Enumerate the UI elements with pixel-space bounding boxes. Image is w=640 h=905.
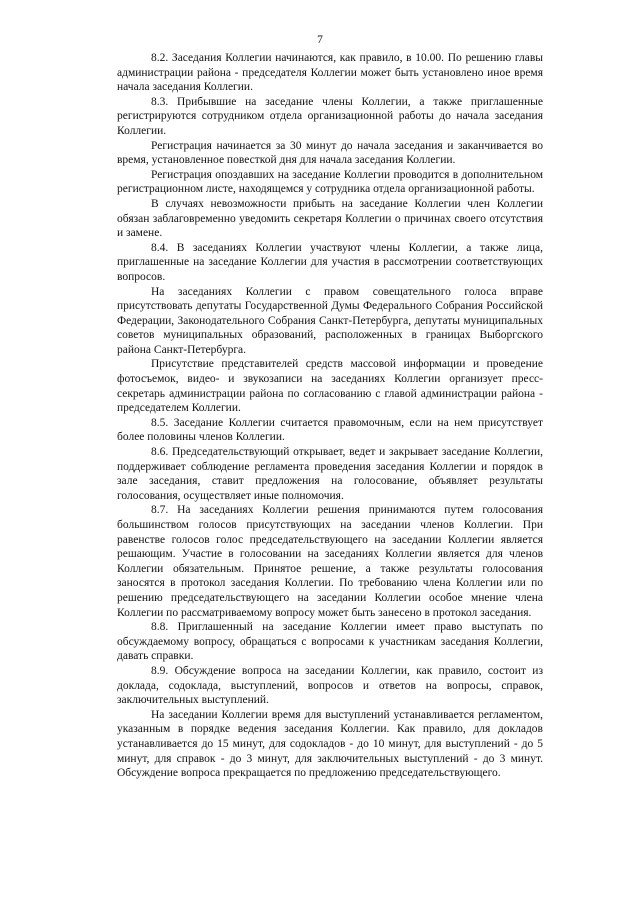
paragraph-8-5: 8.5. Заседание Коллегии считается правомочным, если на нем присутствует более половины членов Коллегии. bbox=[117, 416, 543, 444]
paragraph-8-4: 8.4. В заседаниях Коллегии участвуют члены Коллегии, а также лица, приглашенные на заседание Коллегии для участия в рассмотрении соответствующих вопросов. bbox=[117, 241, 543, 283]
page-number: 7 bbox=[317, 34, 323, 46]
paragraph-8-2: 8.2. Заседания Коллегии начинаются, как правило, в 10.00. По решению главы администрации района - председателя Коллегии может быть установлено иное время начала заседания Коллегии. bbox=[117, 52, 543, 94]
paragraph-media-presence: Присутствие представителей средств массовой информации и проведение фотосъемок, видео- и звукозаписи на заседаниях Коллегии организует пресс-секретарь администрации района по согласованию с главой администрации района - председателем Коллегии. bbox=[117, 358, 543, 415]
paragraph-advisory-vote: На заседаниях Коллегии с правом совещательного голоса вправе присутствовать депутаты Государственной Думы Федерального Собрания Российской Федерации, Законодательного Собрания Санкт-Петербурга, депутаты муниципальных советов муниципальных образований, расположенных в границах Выборгского района Санкт-Петербурга. bbox=[117, 285, 543, 356]
paragraph-late-registration: Регистрация опоздавших на заседание Коллегии проводится в дополнительном регистрационном листе, находящемся у сотрудника отдела организационной работы. bbox=[117, 168, 543, 196]
paragraph-8-9: 8.9. Обсуждение вопроса на заседании Коллегии, как правило, состоит из доклада, содоклада, выступлений, вопросов и ответов на вопросы, справок, заключительных выступлений. bbox=[117, 664, 543, 707]
paragraph-8-6: 8.6. Председательствующий открывает, ведет и закрывает заседание Коллегии, поддерживает соблюдение регламента проведения заседания Коллегии и порядок в зале заседания, ставит предложения на голосование, объявляет результаты голосования, осуществляет иные полномочия. bbox=[117, 446, 543, 502]
paragraph-speech-time-limits: На заседании Коллегии время для выступлений устанавливается регламентом, указанным в порядке ведения заседания Коллегии. Как правило, для докладов устанавливается до 15 минут, для содокладов - до 10 минут, для выступлений - до 5 минут, для справок - до 3 минут, для заключительных выступлений - до 3 минут. Обсуждение вопроса прекращается по предложению председательствующего. bbox=[117, 708, 543, 780]
paragraph-registration-start: Регистрация начинается за 30 минут до начала заседания и заканчивается во время, установленное повесткой дня для начала заседания Коллегии. bbox=[117, 139, 543, 167]
paragraph-8-3: 8.3. Прибывшие на заседание члены Коллегии, а также приглашенные регистрируются сотрудником отдела организационной работы до начала заседания Коллегии. bbox=[117, 95, 543, 137]
paragraph-8-7: 8.7. На заседаниях Коллегии решения принимаются путем голосования большинством голосов присутствующих на заседании членов Коллегии. При равенстве голосов голос председательствующего на заседании Коллегии является решающим. Участие в голосовании на заседаниях Коллегии является для членов Коллегии обязательным. Принятое решение, а также результаты голосования заносятся в протокол заседания Коллегии. По требованию члена Коллегии или по решению председательствующего на заседании Коллегии особое мнение члена Коллегии по рассматриваемому вопросу может быть занесено в протокол заседания. bbox=[117, 504, 543, 619]
paragraph-8-8: 8.8. Приглашенный на заседание Коллегии имеет право выступать по обсуждаемому вопросу, обращаться с вопросами к участникам заседания Коллегии, давать справки. bbox=[117, 621, 543, 663]
document-body bbox=[117, 51, 543, 781]
paragraph-absence-notice: В случаях невозможности прибыть на заседание Коллегии член Коллегии обязан заблаговременно уведомить секретаря Коллегии о причинах своего отсутствия и замене. bbox=[117, 197, 543, 240]
